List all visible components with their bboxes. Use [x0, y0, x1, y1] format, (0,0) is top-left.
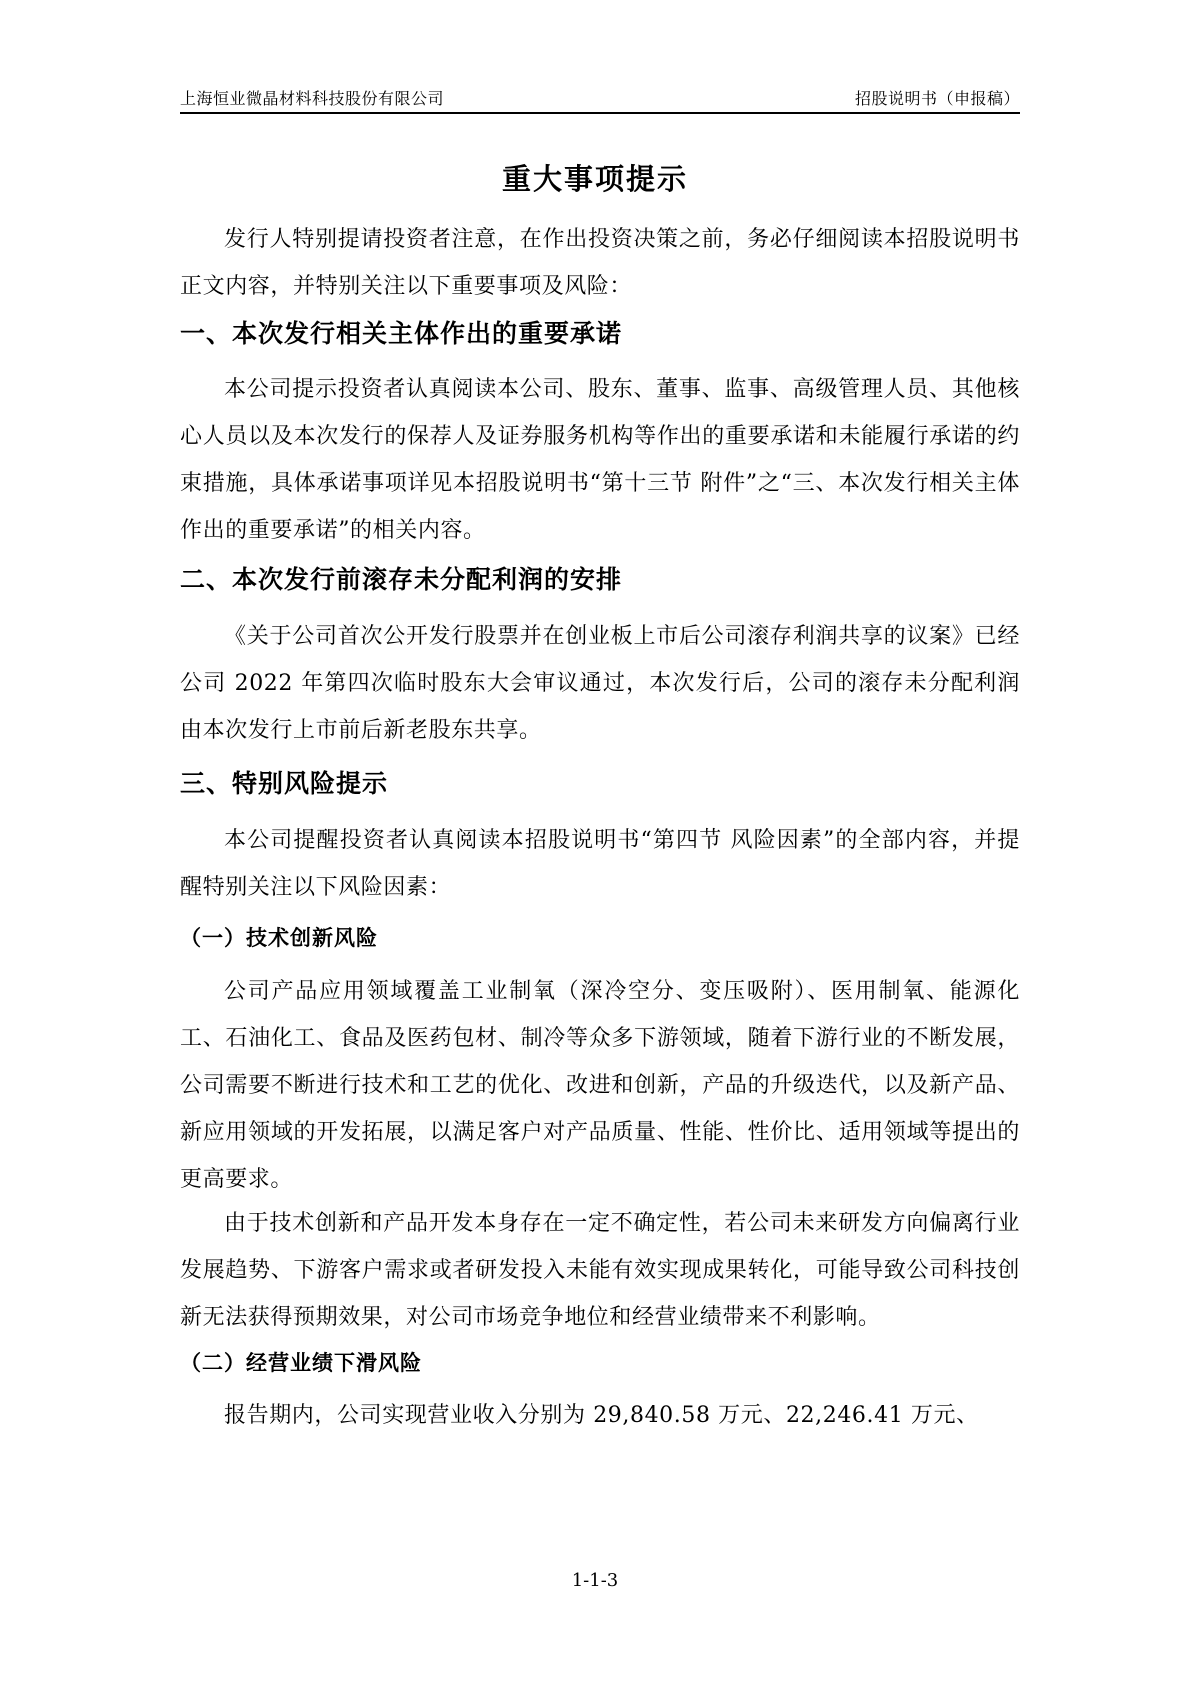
header-company: 上海恒业微晶材料科技股份有限公司 [180, 89, 445, 108]
section-paragraph-1: 本公司提示投资者认真阅读本公司、股东、董事、监事、高级管理人员、其他核心人员以及本次发行的保荐人及证券服务机构等作出的重要承诺和未能履行承诺的约束措施，具体承诺事项详见本招股说明书“第十三节 附件”之“三、本次发行相关主体作出的重要承诺”的相关内容。 [180, 377, 1020, 543]
risk-heading-2: （二）经营业绩下滑风险 [180, 1351, 422, 1375]
section-paragraph-3: 本公司提醒投资者认真阅读本招股说明书“第四节 风险因素”的全部内容，并提醒特别关注以下风险因素： [180, 828, 1020, 900]
risk-heading-1: （一）技术创新风险 [180, 926, 378, 950]
risk-paragraph-2a: 报告期内，公司实现营业收入分别为 29,840.58 万元、22,246.41 万元、 [224, 1403, 979, 1428]
section-heading-3: 三、特别风险提示 [180, 769, 389, 798]
header-doc-type: 招股说明书（申报稿） [854, 89, 1020, 108]
section-paragraph-2: 《关于公司首次公开发行股票并在创业板上市后公司滚存利润共享的议案》已经公司 2022 年第四次临时股东大会审议通过，本次发行后，公司的滚存未分配利润由本次发行上市前后新老股东共享。 [180, 624, 1020, 743]
page-title: 重大事项提示 [501, 162, 688, 196]
section-heading-2: 二、本次发行前滚存未分配利润的安排 [180, 565, 623, 594]
page-header [180, 82, 1020, 114]
page-number: 1-1-3 [571, 1570, 619, 1591]
risk-paragraph-1b: 由于技术创新和产品开发本身存在一定不确定性，若公司未来研发方向偏离行业发展趋势、下游客户需求或者研发投入未能有效实现成果转化，可能导致公司科技创新无法获得预期效果，对公司市场竞争地位和经营业绩带来不利影响。 [180, 1211, 1020, 1330]
intro-paragraph: 发行人特别提请投资者注意，在作出投资决策之前，务必仔细阅读本招股说明书正文内容，并特别关注以下重要事项及风险： [180, 227, 1020, 299]
section-heading-1: 一、本次发行相关主体作出的重要承诺 [180, 319, 623, 348]
risk-paragraph-1a: 公司产品应用领域覆盖工业制氧（深冷空分、变压吸附）、医用制氧、能源化工、石油化工、食品及医药包材、制冷等众多下游领域，随着下游行业的不断发展，公司需要不断进行技术和工艺的优化、改进和创新，产品的升级迭代，以及新产品、新应用领域的开发拓展，以满足客户对产品质量、性能、性价比、适用领域等提出的更高要求。 [180, 979, 1020, 1192]
